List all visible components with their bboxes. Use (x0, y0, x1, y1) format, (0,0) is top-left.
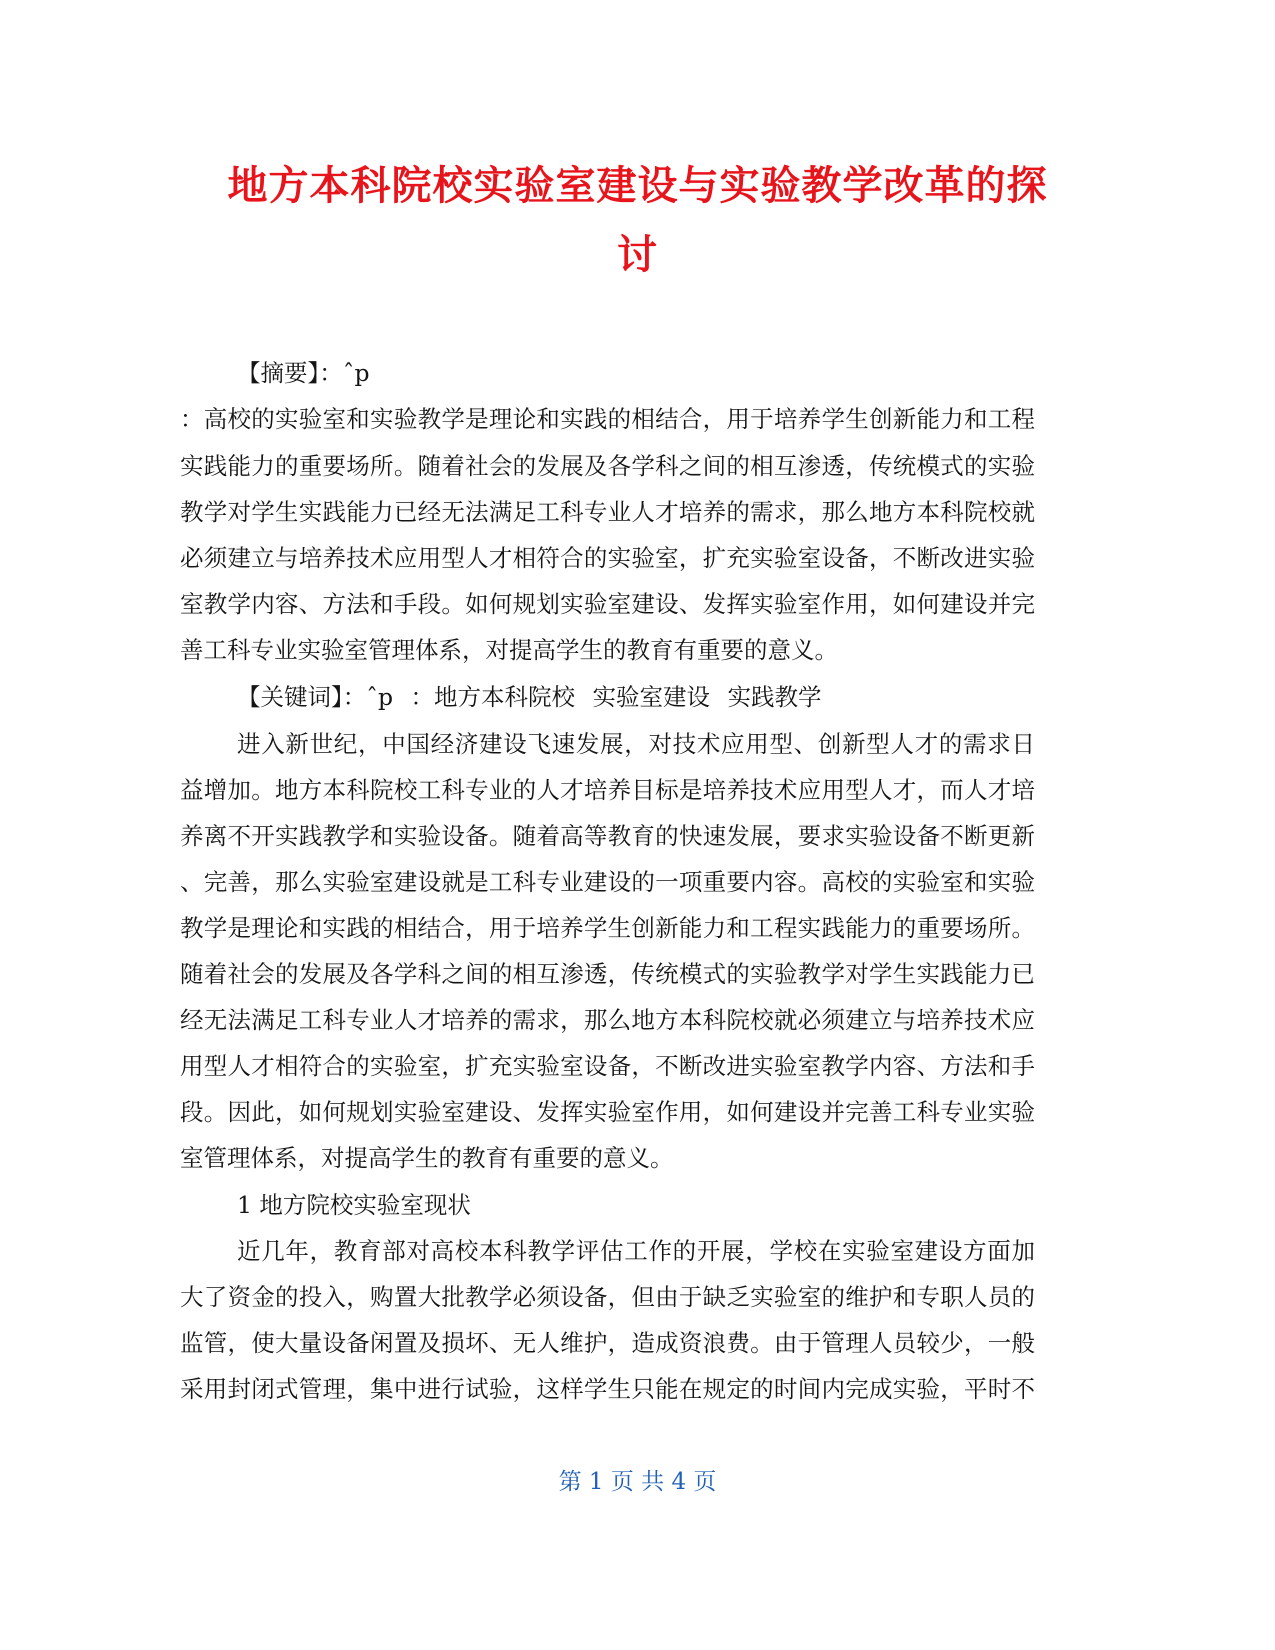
abstract-line: 实践能力的重要场所。随着社会的发展及各学科之间的相互渗透，传统模式的实验 (180, 452, 1035, 480)
abstract-line: 善工科专业实验室管理体系，对提高学生的教育有重要的意义。 (180, 636, 838, 664)
paragraph-line: 用型人才相符合的实验室，扩充实验室设备，不断改进实验室教学内容、方法和手 (180, 1052, 1035, 1080)
paragraph-line: 大了资金的投入，购置大批教学必须设备，但由于缺乏实验室的维护和专职人员的 (180, 1283, 1035, 1311)
keywords-line: 【关键词】：ˆp ：地方本科院校 实验室建设 实践教学 (237, 683, 822, 711)
paragraph-line: 采用封闭式管理，集中进行试验，这样学生只能在规定的时间内完成实验，平时不 (180, 1375, 1035, 1403)
page-number-footer: 第 1 页 共 4 页 (558, 1469, 717, 1495)
paragraph-line: 经无法满足工科专业人才培养的需求，那么地方本科院校就必须建立与培养技术应 (180, 1006, 1035, 1034)
document-title-line-1: 地方本科院校实验室建设与实验教学改革的探 (227, 163, 1048, 209)
section-heading: 1 地方院校实验室现状 (237, 1191, 471, 1219)
paragraph-line: 监管，使大量设备闲置及损坏、无人维护，造成资浪费。由于管理人员较少，一般 (180, 1329, 1035, 1357)
paragraph-line: 近几年，教育部对高校本科教学评估工作的开展，学校在实验室建设方面加 (237, 1237, 1035, 1265)
document-title-line-2: 讨 (617, 232, 658, 278)
abstract-line: 教学对学生实践能力已经无法满足工科专业人才培养的需求，那么地方本科院校就 (180, 498, 1035, 526)
paragraph-line: 进入新世纪，中国经济建设飞速发展，对技术应用型、创新型人才的需求日 (237, 730, 1035, 758)
paragraph-line: 室管理体系，对提高学生的教育有重要的意义。 (180, 1144, 674, 1172)
paragraph-line: 、完善，那么实验室建设就是工科专业建设的一项重要内容。高校的实验室和实验 (180, 868, 1035, 896)
abstract-line: 室教学内容、方法和手段。如何规划实验室建设、发挥实验室作用，如何建设并完 (180, 590, 1035, 618)
abstract-line: 必须建立与培养技术应用型人才相符合的实验室，扩充实验室设备，不断改进实验 (180, 544, 1035, 572)
paragraph-line: 随着社会的发展及各学科之间的相互渗透，传统模式的实验教学对学生实践能力已 (180, 960, 1035, 988)
paragraph-line: 益增加。地方本科院校工科专业的人才培养目标是培养技术应用型人才，而人才培 (180, 776, 1035, 804)
paragraph-line: 段。因此，如何规划实验室建设、发挥实验室作用，如何建设并完善工科专业实验 (180, 1098, 1035, 1126)
abstract-line: ：高校的实验室和实验教学是理论和实践的相结合，用于培养学生创新能力和工程 (180, 405, 1035, 433)
paragraph-line: 教学是理论和实践的相结合，用于培养学生创新能力和工程实践能力的重要场所。 (180, 914, 1035, 942)
paragraph-line: 养离不开实践教学和实验设备。随着高等教育的快速发展，要求实验设备不断更新 (180, 822, 1035, 850)
abstract-label: 【摘要】：ˆp (237, 359, 370, 387)
